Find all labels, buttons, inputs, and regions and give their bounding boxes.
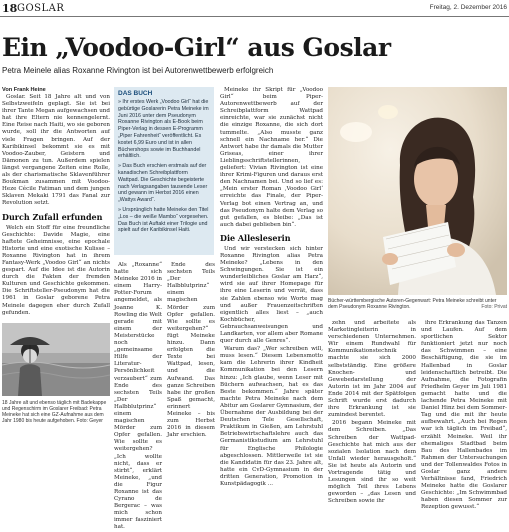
article-subhead: Petra Meinele alias Roxanne Rivington ist bei Autorenwettbewerb erfolgreich [2,66,274,75]
article-column-2b [167,262,215,460]
article-column-5 [421,320,507,511]
paragraph: 2016 begann Meineke mit dem Schreiben. „Das Schreiben der Wattpad-Geschichte hat mich aus der sozialen Isolation nach dem Unfall wieder herausgeholt.“ Sie ist heute als Autorin und Vortragende tätig und Lesungen sind ihr so weit möglich Teil ihres Lebens geworden – „das Lesen und Schreiben sowie ihr [328,420,416,505]
photo-caption: Bücher-württembergische Autoren-Gegenwart: Petra Meineke schreibt unter dem Pseudonym Roxanne Rivington. [328,298,497,310]
historic-photo-image [2,323,110,396]
info-box [114,87,214,255]
photo-credit-small: Foto: Geyer [76,418,103,425]
article-column-2a [114,262,163,531]
info-box-paragraph: » Ihr erstes Werk „Voodoo Girl“ hat die gebürtige Goslarerin Petra Meineke im Juni 2016 unter dem Pseudonym Roxanne Rivington als E-Book beim Piper-Verlag in dessen E-Programm „Piper Fahrenheit“ veröffentlicht. Es kostet 6,99 Euro und ist in allen Büchershops sowie im Buchhandel erhältlich. [118,99,209,160]
section-name: GOSLAR [17,3,65,14]
section-heading: Die Allesleserin [220,232,291,243]
author-photo-image [328,87,507,295]
article-column-1 [2,87,110,319]
info-box-paragraph: » Ursprünglich hatte Meineke den Titel „Los – die weiße Mambo“ vorgesehen. Das Buch ist Auftakt einer Trilogie und spielt auf der Karibikinsel Haiti. [118,206,209,234]
article-column-4 [328,320,416,505]
page-number: 18 [2,2,18,15]
info-box-title: DAS BUCH [118,90,153,97]
paragraph: Welch ein Stoff für eine freundliche Geschichte: Davide Magie, eine haftete Geheimnisse, eine epochale Historie und eine exotische Kulisse – Roxanne Rivington hat in ihrem Fantasy-Werk „Voodoo Girl“ an nichts gespart. Auf die Idee ist die Autorin durch die Fakten der fremden Kulturen und Geschichte gekommen. Die Schriftsteller-Pseudonym hat die 1961 in Goslar geborene Petra Meinele dagegen eher durch Zufall gefunden. [2,224,110,316]
page-header [0,0,509,17]
issue-date: Freitag, 2. Dezember 2016 [429,4,507,11]
section-heading: Durch Zufall erfunden [2,211,103,222]
article-column-3 [220,87,323,487]
photo-credit: Foto: Privat [481,304,507,310]
paragraph: Meineke ihr Skript für „Voodoo Girl“ beim Piper-Autorenwettbewerb auf der Schreibplattform Wattpad einreichte, war sie zunächst nicht die einzige Roxanne, die sich dort tummelte. „Also musste ganz schnell ein Nachname her.“ Die Antwort habe ihr damals die Mutter Griseas, einer ihrer Lieblingsschriftstellerinnen, geliefert: Vivian Rivington ist eine ihrer Krimi-Figuren und daraus erst den Nachnamen bei. Und so lief es: „Mein erster Roman ‚Voodoo Girl‘ erreichte das Finale, der Piper-Verlag bot einen Vertrag an, und das Pseudonym halte dem Verlag so gut gefallen, es bleibe: „Das ist auch dabei geblieben bin“. [220,87,323,228]
info-box-paragraph: » Das Buch erschien erstmals auf der kanadischen Schreibplattform Wattpad. Die Geschichte begeisterte nach Verlagsangaben tausende Leser und gewann im Herbst 2016 einen „Wattys Award“. [118,163,208,204]
paragraph: Goslar. Seit 18 Jahre alt und von Selbstzweifeln geplagt. Sie ist bei ihrer Tante Megan aufgewachsen und hat ihre Eltern nie kennengelernt. Eine Reise nach Haiti, wo sie geboren wurde, soll ihr die Antworten auf viele Fragen bringen. Auf der Karibikinsel bekommt sie es mit Voodoo-Zauber, Geistern und Dämonen zu tun. Außerdem spielen längst vergangene Zeiten eine Rolle, als der charismatische Sklavenführer Boukman zusammen mit Voodoo-Heze Cécile Fatiman und dem jungen Sklaven Mekaki 1791 das Fanal zur Revolution setzt. [2,94,110,207]
paragraph: zehn und arbeitete als Marketingleiterin in verschiedenen Unternehmen. Wir einem Rundwahl für Kommunikationstechnik machte sie sich 2000 selbstständig. Eine größere Knochen- und Gewebedarstellung der Autorin ist im Jahr 2004 auf Ende 2014 mit der Spätfolgen Schrift wurde erst dadurch ihre Erkrankung ist sie zumindest berentet. [328,320,416,419]
photo-caption-small-text: 18 Jahre alt und ebenso täglich mit Badekappe und Regenschirm im Goslarer Freibad: Petra Meineke hat sich eine GZ-Aufnahme aus dem Jahr 1980 bis heute aufgehoben. [2,400,107,425]
paragraph: Warum das? „Wer schreiben will, muss lesen.“ Diesem Lebensmotto kam die Lehrerin ihrer Kindheit Kommunikation bei den Lesern hinzu: „Ich glaube, wenn Leser mit Büchern aufwachsen, hat es das Beste bekommen.“ Jahre später machte Petra Meineke nach dem Abitur am Goslarer Gymnasium, der Übernahme der Ausbildung bei der Deutschen Tele Gesellschaft, Praktikum in Gießen, am Lehrstuhl Betriebswirtschaftslehre auch das Germanistikstudium am Lehrstuhl für Englische Philologie abgeschlossen. Mittlerweile ist sie die Kandidatin für das 23. Jahre alt, hatte ein CvD-Gymnasium in der dritten Generation, Promotion in Kunstpädagogik ... [220,346,323,487]
paragraph: Ende des sechsten Teils „Der Halbblutprinz“ einem magischen Mörder zum Opfer gefallen. Wie sollte es weitergehen?“ fügt Meineke hinzu. Dann erfolgten die Texte bei Wattpad, lesen, und die Aufwand. Das ganze Schreiben habe ihr großen Spaß gemacht, erinnert Meineke – bis zum Herbst 2016 in diesem Jahr erschien. [167,262,215,439]
historic-photo [2,323,110,396]
paragraph: Und wir verstecken sich hinter Roxanne Rivington alias Petra Meineke? „Lebens in den Schwingungen. Sie ist ein wunderleibliches Goslar am Harz“, wird sie auf ihrer Homepage für ihre eine Leserin und verrät, dass sie Zahlen ebenso wie Worte mag und außer Frauenzeitschriften eigentlich alles liest – „auch Kochbücher, Gebrauchsanweisungen und Landkarten, vor allem aber Romane quer durch alle Genres“. [220,245,323,345]
paragraph: ihre Erkrankung das Tanzen und Laufen. Auf dem sportlichen Sektor funktioniert jetzt nur noch das Schwimmen – eine Beschäftigung, die sie im Hallenbad in Goslar leidenschaftlich betreibt. Die Aufnahme, die Fotografin Friedhelm Geyer im Juli 1981 gemacht hatte und die lachende Petra Meineke mit Daniel Hinz bei dem Sommer-Tag und die mit ihr heute aufbewahrt. „Auch bei Regen war ich täglich im Freibad“, erzählt Meineke. Weil ihr ehemaliges Stadtbad beim Bau des Hallenbades im Rahmen der Untersuchungen und der Tollenwaldes Fotos in Goslar ganz andere Verhältnisse fand, Friedrich Meineke hatte die Goslarer Geschichte: „Im Schwimmbad haben diesen Sommer zur Rezeption gewusst.“ [421,320,507,511]
author-photo [328,87,507,295]
paragraph: Als „Roxanne“ hatte sich Meineke 2016 in einem Harry-Potter-Forum angemeldet, als Joanne K. Rowling die Welt gerade mit einem der Meisterstücke noch „gemeinsame Hilfe der Literatur-Persönlichkeit verzaubert“ zum Ende des sechsten Teils „Der Halbblutprinz“ einem magischen Mörder zum Opfer gefallen. Wie sollte es weitergehen? „Ich wollte nicht, dass er stirbt“, erklärt Meineke, „und die Figur Roxanne ist das Cyrano de Bergerac – was mich schon immer fasziniert hat. [114,262,163,531]
byline: Von Frank Heine [2,87,46,93]
article-headline: Ein „Voodoo-Girl“ aus Goslar [2,33,391,62]
photo-caption-small [2,400,110,424]
